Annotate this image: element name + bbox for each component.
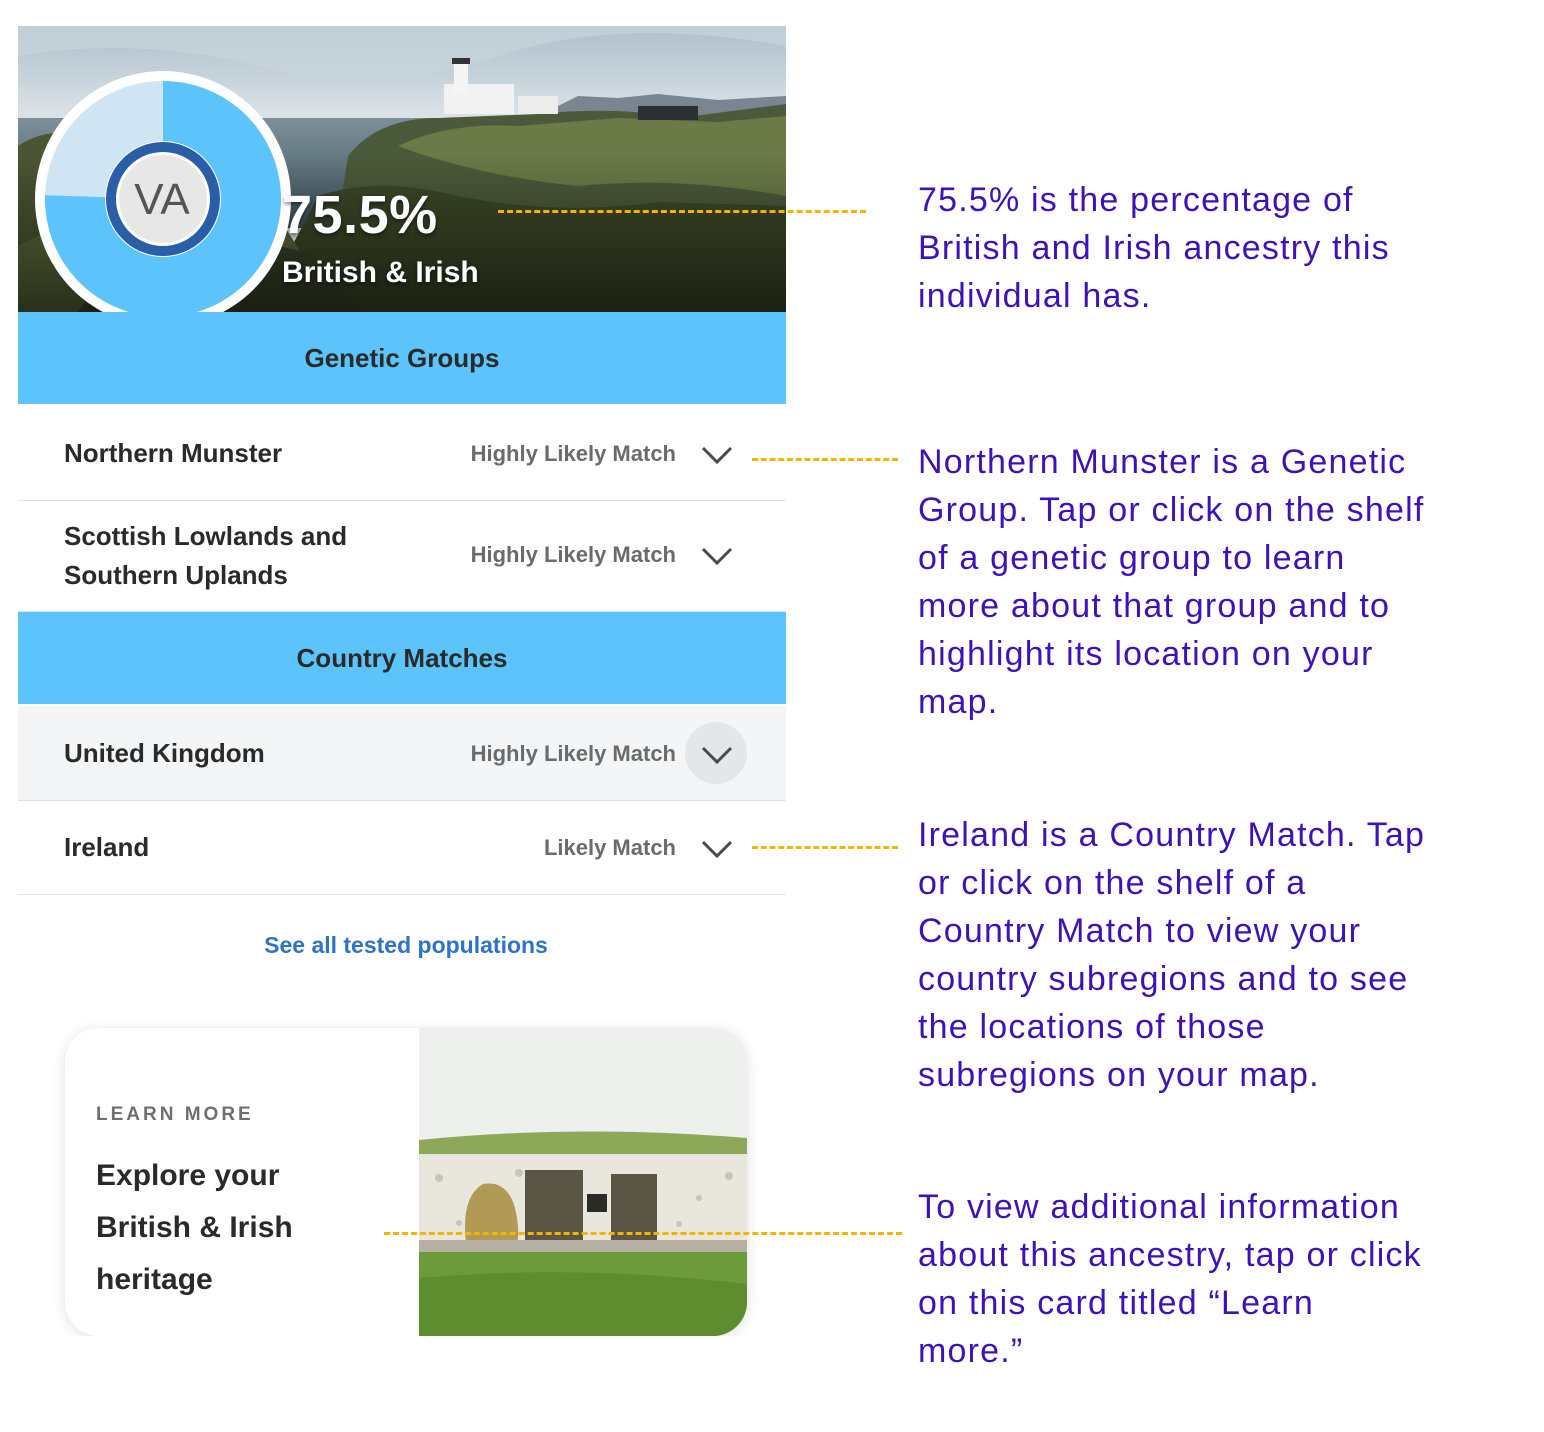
- chevron-down-icon[interactable]: [700, 839, 734, 859]
- learn-more-card[interactable]: [65, 1028, 747, 1336]
- annotation-line: Group. Tap or click on the shelf: [918, 491, 1425, 529]
- country-match-row-ireland[interactable]: [18, 801, 786, 895]
- annotation-line: about this ancestry, tap or click: [918, 1236, 1422, 1274]
- annotation-line: Country Match to view your: [918, 912, 1362, 950]
- leader-line-percent: [498, 210, 866, 213]
- genetic-group-row-northern-munster[interactable]: [18, 404, 786, 501]
- annotation-genetic-group: [918, 438, 1424, 726]
- card-title-line1: Explore your: [96, 1159, 280, 1192]
- country-name: United Kingdom: [64, 738, 265, 768]
- annotation-learn-more: [918, 1183, 1422, 1375]
- genetic-group-name: Northern Munster: [64, 438, 283, 468]
- genetic-group-name: [64, 517, 347, 595]
- match-level: Highly Likely Match: [470, 441, 676, 466]
- leader-line-country: [752, 846, 898, 849]
- annotation-line: the locations of those: [918, 1008, 1266, 1046]
- match-level: Likely Match: [543, 835, 676, 860]
- see-all-populations-link[interactable]: See all tested populations: [264, 932, 548, 958]
- match-level: Highly Likely Match: [470, 542, 676, 567]
- annotation-line: Northern Munster is a Genetic: [918, 443, 1407, 481]
- annotation-line: more about that group and to: [918, 587, 1391, 625]
- chevron-down-icon[interactable]: [700, 546, 734, 566]
- genetic-group-name-line2: Southern Uplands: [64, 560, 288, 590]
- ancestry-app: [18, 26, 786, 1336]
- annotation-percent: [918, 176, 1390, 320]
- ethnicity-percentage: 75.5%: [282, 185, 438, 245]
- leader-line-card: [384, 1232, 902, 1235]
- megalithic-tomb-photo: [419, 1028, 747, 1336]
- annotation-line: British and Irish ancestry this: [918, 229, 1390, 267]
- card-title-line2: British & Irish: [96, 1211, 293, 1244]
- card-eyebrow: LEARN MORE: [96, 1104, 254, 1125]
- annotation-line: country subregions and to see: [918, 960, 1409, 998]
- match-level: Highly Likely Match: [470, 741, 676, 766]
- avatar-initials: VA: [134, 175, 190, 224]
- card-title-line3: heritage: [96, 1263, 213, 1296]
- annotation-line: more.”: [918, 1332, 1024, 1370]
- ethnicity-region-name: British & Irish: [282, 256, 479, 289]
- annotation-line: 75.5% is the percentage of: [918, 181, 1354, 219]
- annotation-country-match: [918, 811, 1425, 1099]
- chevron-down-icon[interactable]: [700, 445, 734, 465]
- annotation-line: Ireland is a Country Match. Tap: [918, 816, 1426, 854]
- country-matches-header: Country Matches: [18, 612, 786, 704]
- leader-line-genetic: [752, 458, 898, 461]
- country-match-row-united-kingdom[interactable]: [18, 706, 786, 801]
- annotation-line: map.: [918, 683, 999, 721]
- annotation-line: on this card titled “Learn: [918, 1284, 1314, 1322]
- genetic-group-name-line1: Scottish Lowlands and: [64, 521, 348, 551]
- genetic-groups-header: Genetic Groups: [18, 312, 786, 404]
- card-title: [96, 1150, 376, 1306]
- annotation-line: To view additional information: [918, 1188, 1401, 1226]
- annotation-line: highlight its location on your: [918, 635, 1374, 673]
- ethnicity-hero: [18, 26, 786, 312]
- chevron-down-icon[interactable]: [700, 745, 734, 765]
- annotation-line: of a genetic group to learn: [918, 539, 1346, 577]
- annotation-line: subregions on your map.: [918, 1056, 1320, 1094]
- annotation-line: or click on the shelf of a: [918, 864, 1307, 902]
- genetic-group-row-scottish-lowlands[interactable]: [18, 501, 786, 612]
- annotation-line: individual has.: [918, 277, 1152, 315]
- country-name: Ireland: [64, 832, 150, 862]
